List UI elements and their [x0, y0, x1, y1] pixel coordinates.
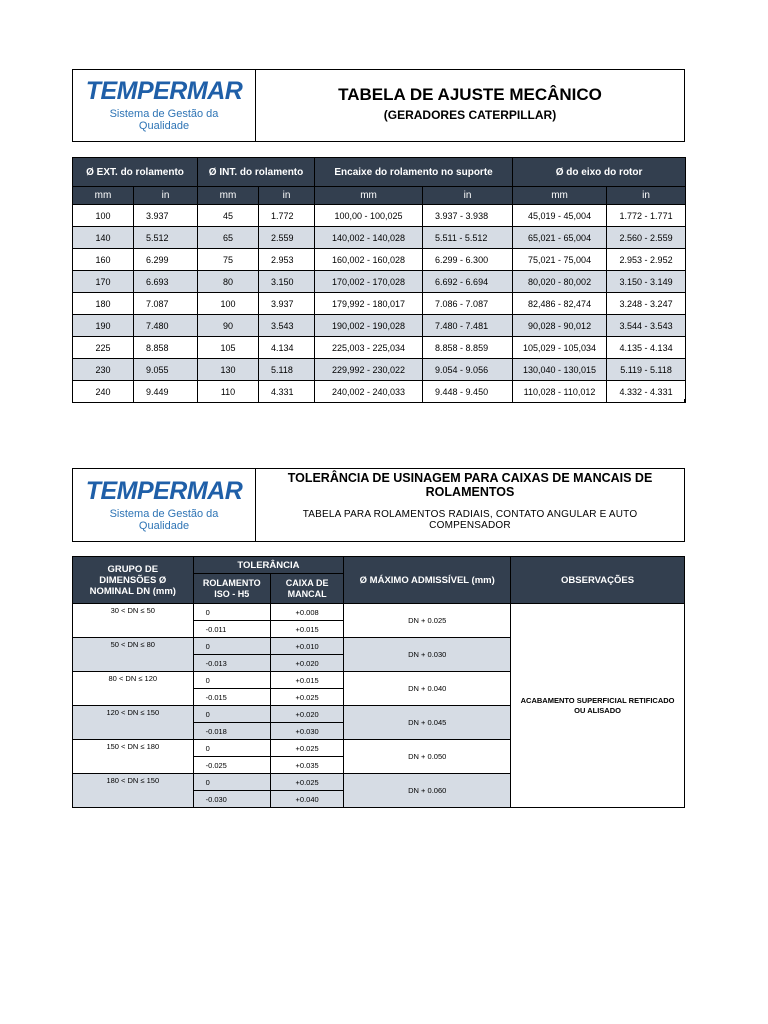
table-cell: 240,002 - 240,033 [315, 381, 423, 403]
col-observacoes: OBSERVAÇÕES [511, 557, 685, 604]
unit-header: mm [198, 187, 259, 205]
group-header-row [73, 158, 686, 187]
table-cell: 45 [198, 205, 259, 227]
table-cell: 110,028 - 110,012 [513, 381, 607, 403]
table-cell: 3.248 - 3.247 [607, 293, 686, 315]
table-cell: 4.332 - 4.331 [607, 381, 686, 403]
section-subtitle: TABELA PARA ROLAMENTOS RADIAIS, CONTATO ANGULAR E AUTO COMPENSADOR [302, 509, 638, 531]
table-cell: 180 [73, 293, 134, 315]
table-cell: 140 [73, 227, 134, 249]
table-cell: 130,040 - 130,015 [513, 359, 607, 381]
logo-cell [73, 469, 256, 541]
col-group-int: Ø INT. do rolamento [198, 158, 315, 187]
max-admissivel: DN + 0.030 [344, 638, 511, 672]
table-row [73, 293, 686, 315]
table-row [73, 604, 685, 621]
dimension-group: 150 < DN ≤ 180 [73, 740, 194, 774]
header-box-2 [72, 468, 685, 542]
table-cell: 3.937 [134, 205, 198, 227]
table-cell: 4.134 [259, 337, 315, 359]
col-group-encaixe: Encaixe do rolamento no suporte [315, 158, 513, 187]
table-cell: 110 [198, 381, 259, 403]
table-cell: 3.937 - 3.938 [423, 205, 513, 227]
logo-subtitle: Sistema de Gestão da Qualidade [109, 108, 219, 132]
caixa-lower: +0.040 [270, 791, 343, 808]
caixa-upper: +0.010 [270, 638, 343, 655]
caixa-upper: +0.025 [270, 740, 343, 757]
caixa-lower: +0.015 [270, 621, 343, 638]
rolamento-upper: 0 [193, 740, 270, 757]
table-cell: 6.299 [134, 249, 198, 271]
table-row [73, 227, 686, 249]
tolerance-table [72, 556, 685, 808]
table-cell: 7.480 - 7.481 [423, 315, 513, 337]
table-bottom-border [72, 399, 685, 403]
table-cell: 179,992 - 180,017 [315, 293, 423, 315]
rolamento-upper: 0 [193, 638, 270, 655]
table-cell: 3.150 [259, 271, 315, 293]
col-caixa-mancal: CAIXA DE MANCAL [270, 574, 343, 604]
table-cell: 3.543 [259, 315, 315, 337]
unit-header: mm [513, 187, 607, 205]
table-cell: 105 [198, 337, 259, 359]
table-cell: 8.858 - 8.859 [423, 337, 513, 359]
caixa-lower: +0.020 [270, 655, 343, 672]
dimension-group: 50 < DN ≤ 80 [73, 638, 194, 672]
col-maximo-admissivel: Ø MÁXIMO ADMISSÍVEL (mm) [344, 557, 511, 604]
tolerance-table-body [73, 604, 685, 808]
rolamento-lower: -0.018 [193, 723, 270, 740]
table-cell: 140,002 - 140,028 [315, 227, 423, 249]
table-cell: 65,021 - 65,004 [513, 227, 607, 249]
table-cell: 9.449 [134, 381, 198, 403]
tempermar-logo: TEMPERMAR [85, 476, 243, 505]
rolamento-lower: -0.015 [193, 689, 270, 706]
table-cell: 170,002 - 170,028 [315, 271, 423, 293]
table-cell: 4.135 - 4.134 [607, 337, 686, 359]
table-cell: 45,019 - 45,004 [513, 205, 607, 227]
table-cell: 225,003 - 225,034 [315, 337, 423, 359]
table-cell: 82,486 - 82,474 [513, 293, 607, 315]
col-grupo-dimensoes: GRUPO DE DIMENSÕES Ø NOMINAL DN (mm) [73, 557, 194, 604]
page-title: TABELA DE AJUSTE MECÂNICO [338, 85, 602, 104]
table-cell: 80,020 - 80,002 [513, 271, 607, 293]
table-cell: 4.331 [259, 381, 315, 403]
table-cell: 80 [198, 271, 259, 293]
table-row [73, 249, 686, 271]
rolamento-upper: 0 [193, 774, 270, 791]
table-cell: 2.953 [259, 249, 315, 271]
table-cell: 90 [198, 315, 259, 337]
table-row [73, 359, 686, 381]
col-group-ext: Ø EXT. do rolamento [73, 158, 198, 187]
table-cell: 130 [198, 359, 259, 381]
caixa-upper: +0.020 [270, 706, 343, 723]
rolamento-upper: 0 [193, 706, 270, 723]
table-cell: 75,021 - 75,004 [513, 249, 607, 271]
logo-subtitle: Sistema de Gestão da Qualidade [109, 507, 219, 532]
table-cell: 1.772 - 1.771 [607, 205, 686, 227]
page-subtitle: (GERADORES CATERPILLAR) [383, 108, 557, 122]
unit-header: in [423, 187, 513, 205]
table-cell: 160 [73, 249, 134, 271]
table-cell: 5.512 [134, 227, 198, 249]
table-cell: 190 [73, 315, 134, 337]
unit-header: mm [315, 187, 423, 205]
max-admissivel: DN + 0.050 [344, 740, 511, 774]
dimension-group: 180 < DN ≤ 150 [73, 774, 194, 808]
table-cell: 5.119 - 5.118 [607, 359, 686, 381]
rolamento-upper: 0 [193, 604, 270, 621]
table-cell: 240 [73, 381, 134, 403]
dimension-group: 120 < DN ≤ 150 [73, 706, 194, 740]
rolamento-lower: -0.011 [193, 621, 270, 638]
max-admissivel: DN + 0.025 [344, 604, 511, 638]
table-cell: 230 [73, 359, 134, 381]
header-box-1 [72, 69, 685, 142]
col-group-eixo: Ø do eixo do rotor [513, 158, 686, 187]
table-cell: 229,992 - 230,022 [315, 359, 423, 381]
unit-header: in [134, 187, 198, 205]
max-admissivel: DN + 0.045 [344, 706, 511, 740]
table-cell: 6.692 - 6.694 [423, 271, 513, 293]
table-cell: 190,002 - 190,028 [315, 315, 423, 337]
table-cell: 100,00 - 100,025 [315, 205, 423, 227]
table-cell: 3.544 - 3.543 [607, 315, 686, 337]
tolerance-header-row-1 [73, 557, 685, 574]
bearing-fit-table [72, 157, 686, 403]
table-row [73, 337, 686, 359]
table-cell: 2.560 - 2.559 [607, 227, 686, 249]
observacoes-cell: ACABAMENTO SUPERFICIAL RETIFICADO OU ALISADO [511, 604, 685, 808]
caixa-upper: +0.008 [270, 604, 343, 621]
table-cell: 7.086 - 7.087 [423, 293, 513, 315]
table-cell: 3.150 - 3.149 [607, 271, 686, 293]
bearing-fit-table-body [73, 205, 686, 403]
table-cell: 9.448 - 9.450 [423, 381, 513, 403]
caixa-lower: +0.030 [270, 723, 343, 740]
dimension-group: 30 < DN ≤ 50 [73, 604, 194, 638]
caixa-lower: +0.035 [270, 757, 343, 774]
table-cell: 105,029 - 105,034 [513, 337, 607, 359]
col-tolerancia: TOLERÂNCIA [193, 557, 344, 574]
table-cell: 100 [198, 293, 259, 315]
col-rolamento: ROLAMENTO ISO - H5 [193, 574, 270, 604]
table-cell: 2.559 [259, 227, 315, 249]
unit-header: mm [73, 187, 134, 205]
unit-header: in [607, 187, 686, 205]
table-cell: 7.480 [134, 315, 198, 337]
table-cell: 7.087 [134, 293, 198, 315]
table-cell: 100 [73, 205, 134, 227]
table-cell: 6.299 - 6.300 [423, 249, 513, 271]
section-title: TOLERÂNCIA DE USINAGEM PARA CAIXAS DE MANCAIS DE ROLAMENTOS [287, 471, 653, 499]
table-cell: 90,028 - 90,012 [513, 315, 607, 337]
table-cell: 6.693 [134, 271, 198, 293]
tempermar-logo: TEMPERMAR [85, 77, 243, 105]
caixa-upper: +0.025 [270, 774, 343, 791]
table-cell: 170 [73, 271, 134, 293]
table-cell: 8.858 [134, 337, 198, 359]
table-cell: 1.772 [259, 205, 315, 227]
table-cell: 5.511 - 5.512 [423, 227, 513, 249]
table-row [73, 205, 686, 227]
caixa-upper: +0.015 [270, 672, 343, 689]
table-cell: 5.118 [259, 359, 315, 381]
rolamento-upper: 0 [193, 672, 270, 689]
logo-cell [73, 70, 256, 141]
caixa-lower: +0.025 [270, 689, 343, 706]
max-admissivel: DN + 0.040 [344, 672, 511, 706]
max-admissivel: DN + 0.060 [344, 774, 511, 808]
table-cell: 3.937 [259, 293, 315, 315]
table-cell: 225 [73, 337, 134, 359]
dimension-group: 80 < DN ≤ 120 [73, 672, 194, 706]
rolamento-lower: -0.013 [193, 655, 270, 672]
title-cell [256, 469, 684, 541]
table-cell: 160,002 - 160,028 [315, 249, 423, 271]
unit-header: in [259, 187, 315, 205]
rolamento-lower: -0.025 [193, 757, 270, 774]
table-row [73, 315, 686, 337]
unit-header-row [73, 187, 686, 205]
table-cell: 65 [198, 227, 259, 249]
title-cell [256, 70, 684, 141]
table-cell: 9.055 [134, 359, 198, 381]
table-cell: 2.953 - 2.952 [607, 249, 686, 271]
table-cell: 75 [198, 249, 259, 271]
table-cell: 9.054 - 9.056 [423, 359, 513, 381]
rolamento-lower: -0.030 [193, 791, 270, 808]
table-row [73, 271, 686, 293]
